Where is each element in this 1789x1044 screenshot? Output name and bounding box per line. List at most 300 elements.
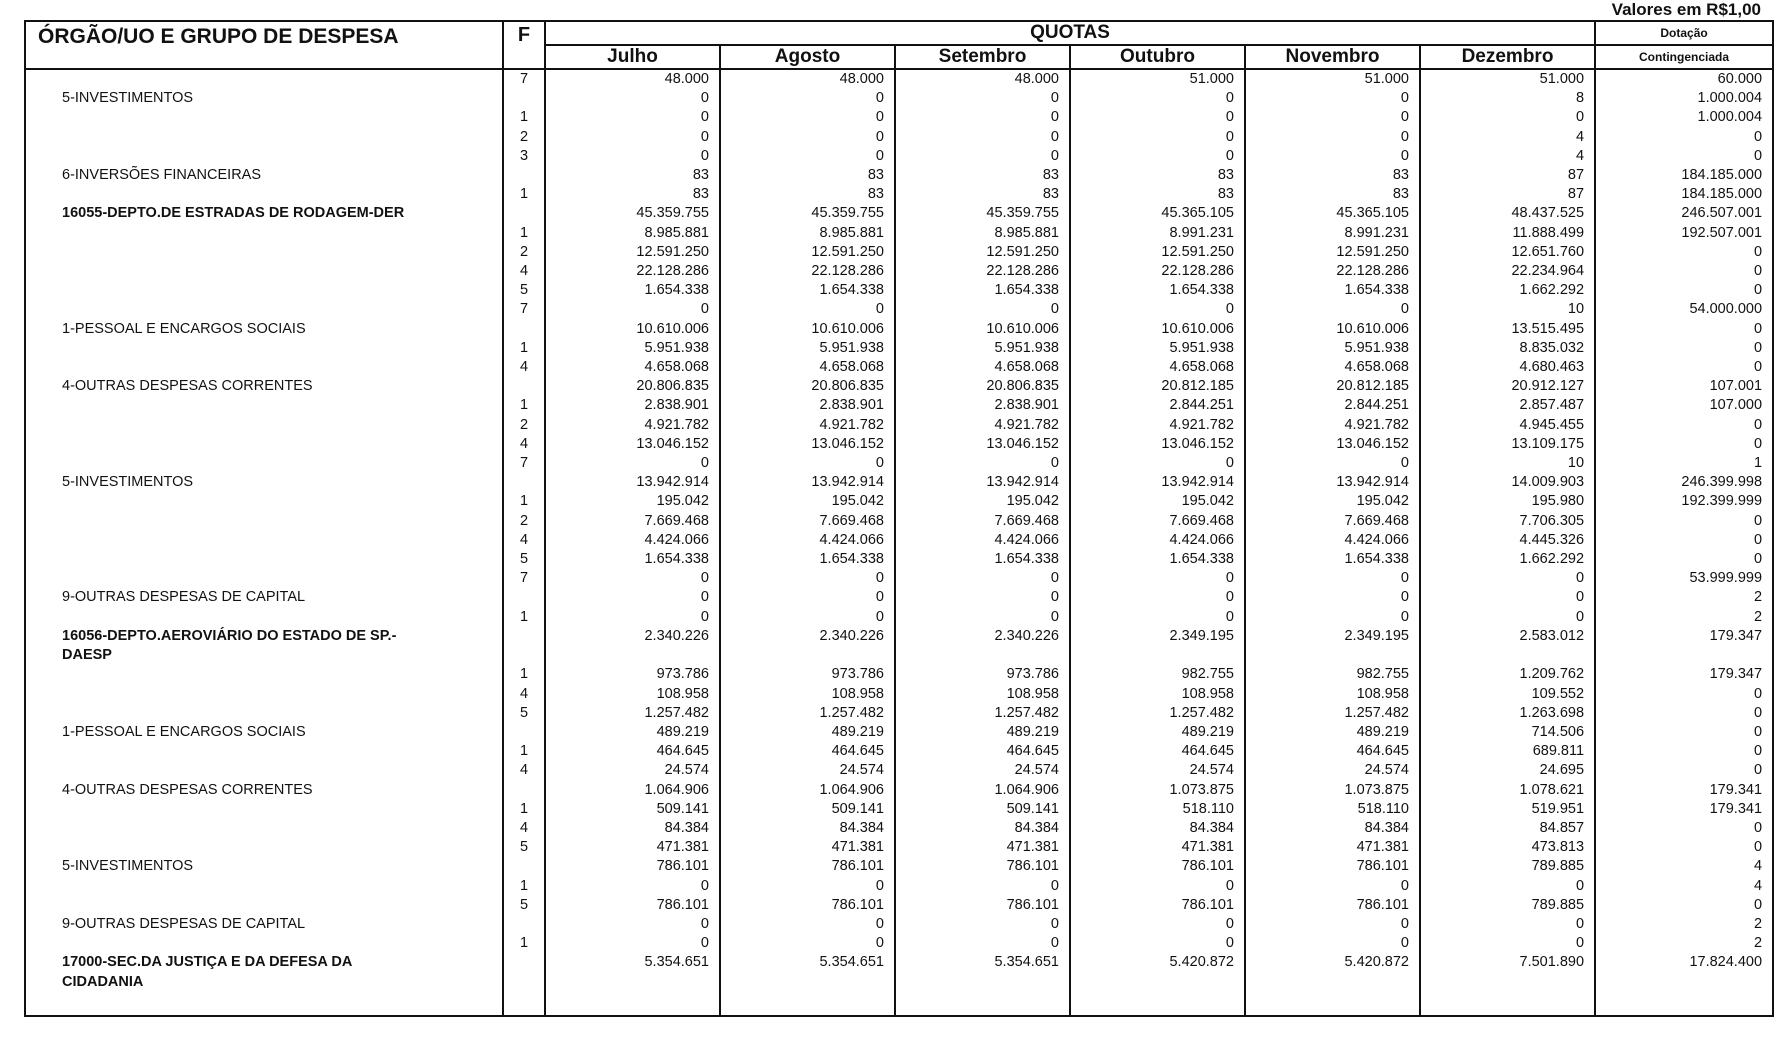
quota-cell: 4	[1420, 128, 1595, 147]
quota-cell: 22.128.286	[1245, 262, 1420, 281]
table-row	[25, 224, 1773, 243]
quota-cell: 786.101	[895, 857, 1070, 876]
quota-cell: 12.651.760	[1420, 243, 1595, 262]
quota-cell: 108.958	[895, 685, 1070, 704]
row-f-code: 1	[503, 877, 545, 896]
quota-cell: 4.921.782	[545, 416, 720, 435]
row-description	[25, 512, 503, 531]
quota-cell: 195.042	[1245, 492, 1420, 511]
quota-cell: 489.219	[1245, 723, 1420, 742]
quota-cell: 0	[895, 147, 1070, 166]
row-description	[25, 934, 503, 953]
quota-cell: 10.610.006	[545, 320, 720, 339]
table-row	[25, 243, 1773, 262]
quota-cell: 4.424.066	[545, 531, 720, 550]
quota-cell: 0	[545, 608, 720, 627]
quota-cell: 20.806.835	[545, 377, 720, 396]
quota-cell: 8.985.881	[545, 224, 720, 243]
quota-cell: 10	[1420, 454, 1595, 473]
quota-cell: 4.921.782	[1245, 416, 1420, 435]
quota-cell: 13.046.152	[1245, 435, 1420, 454]
quota-cell: 2.349.195	[1070, 627, 1245, 646]
table-row	[25, 204, 1773, 223]
dotacao-cell: 192.507.001	[1595, 224, 1773, 243]
budget-table	[24, 20, 1774, 1017]
table-title: ÓRGÃO/UO E GRUPO DE DESPESA	[25, 21, 503, 69]
quota-cell: 0	[895, 454, 1070, 473]
dotacao-cell: 0	[1595, 819, 1773, 838]
quota-cell: 0	[545, 300, 720, 319]
dotacao-cell: 53.999.999	[1595, 569, 1773, 588]
quota-cell: 464.645	[720, 742, 895, 761]
row-f-code: 4	[503, 435, 545, 454]
table-row	[25, 915, 1773, 934]
row-f-code: 2	[503, 243, 545, 262]
quota-cell: 0	[1420, 108, 1595, 127]
quota-cell: 1.263.698	[1420, 704, 1595, 723]
quota-cell: 195.042	[1070, 492, 1245, 511]
quota-cell	[1070, 973, 1245, 1016]
row-description: 1-PESSOAL E ENCARGOS SOCIAIS	[25, 723, 503, 742]
dotacao-cell: 2	[1595, 934, 1773, 953]
quota-cell	[545, 973, 720, 1016]
quota-cell: 4.658.068	[1070, 358, 1245, 377]
row-description: 16055-DEPTO.DE ESTRADAS DE RODAGEM-DER	[25, 204, 503, 223]
quota-cell: 0	[895, 89, 1070, 108]
dotacao-cell: 1.000.004	[1595, 89, 1773, 108]
quota-cell: 0	[720, 588, 895, 607]
table-row	[25, 723, 1773, 742]
table-row	[25, 588, 1773, 607]
row-description	[25, 665, 503, 684]
quota-cell	[545, 646, 720, 665]
table-row	[25, 742, 1773, 761]
row-description	[25, 742, 503, 761]
quota-cell: 4.921.782	[720, 416, 895, 435]
quota-cell: 471.381	[895, 838, 1070, 857]
table-row	[25, 877, 1773, 896]
quota-cell: 1.654.338	[1245, 550, 1420, 569]
quota-cell: 0	[1070, 89, 1245, 108]
table-row	[25, 781, 1773, 800]
quota-cell: 7.669.468	[1245, 512, 1420, 531]
quota-cell: 0	[895, 608, 1070, 627]
dotacao-cell: 0	[1595, 512, 1773, 531]
row-f-code	[503, 915, 545, 934]
dotacao-cell: 0	[1595, 147, 1773, 166]
row-f-code: 2	[503, 416, 545, 435]
quota-cell: 1.257.482	[1070, 704, 1245, 723]
dotacao-cell: 192.399.999	[1595, 492, 1773, 511]
quota-cell: 0	[1070, 147, 1245, 166]
quota-cell: 0	[1070, 128, 1245, 147]
quota-cell: 8.985.881	[895, 224, 1070, 243]
unit-label: Valores em R$1,00	[1611, 0, 1761, 19]
dotacao-cell: 60.000	[1595, 69, 1773, 89]
row-f-code	[503, 973, 545, 1016]
dotacao-cell	[1595, 973, 1773, 1016]
row-f-code	[503, 89, 545, 108]
quota-cell: 1.064.906	[895, 781, 1070, 800]
quota-cell: 1.257.482	[720, 704, 895, 723]
quota-cell: 84.384	[1245, 819, 1420, 838]
quota-cell: 5.420.872	[1245, 953, 1420, 972]
row-f-code: 5	[503, 550, 545, 569]
quota-cell: 0	[1245, 569, 1420, 588]
quota-cell: 1.654.338	[545, 281, 720, 300]
dotacao-cell: 246.399.998	[1595, 473, 1773, 492]
quota-cell: 789.885	[1420, 857, 1595, 876]
quota-cell: 13.942.914	[895, 473, 1070, 492]
row-f-code: 7	[503, 569, 545, 588]
table-row	[25, 339, 1773, 358]
quota-cell: 471.381	[545, 838, 720, 857]
quota-cell: 10.610.006	[1070, 320, 1245, 339]
quota-cell: 10	[1420, 300, 1595, 319]
row-f-code: 5	[503, 838, 545, 857]
row-f-code	[503, 723, 545, 742]
table-row	[25, 492, 1773, 511]
row-f-code	[503, 204, 545, 223]
quota-cell: 8	[1420, 89, 1595, 108]
row-f-code: 4	[503, 685, 545, 704]
row-description	[25, 262, 503, 281]
row-description	[25, 896, 503, 915]
table-row	[25, 800, 1773, 819]
quota-cell: 1.654.338	[720, 550, 895, 569]
table-row	[25, 704, 1773, 723]
quota-cell: 13.942.914	[545, 473, 720, 492]
row-f-code: 4	[503, 262, 545, 281]
quota-cell: 4	[1420, 147, 1595, 166]
row-f-code: 4	[503, 761, 545, 780]
quota-cell: 786.101	[545, 896, 720, 915]
dotacao-cell: 179.347	[1595, 627, 1773, 646]
quota-cell: 13.942.914	[1245, 473, 1420, 492]
quota-cell: 7.669.468	[545, 512, 720, 531]
quota-cell: 24.695	[1420, 761, 1595, 780]
table-row	[25, 108, 1773, 127]
quota-cell: 83	[1245, 166, 1420, 185]
quota-cell: 714.506	[1420, 723, 1595, 742]
quota-cell: 0	[1070, 588, 1245, 607]
quota-cell: 2.857.487	[1420, 396, 1595, 415]
quota-cell: 0	[1245, 454, 1420, 473]
row-description	[25, 492, 503, 511]
table-row	[25, 531, 1773, 550]
quota-cell: 83	[545, 185, 720, 204]
dotacao-header: Dotação	[1595, 21, 1773, 45]
quota-cell: 1.257.482	[545, 704, 720, 723]
table-body	[25, 69, 1773, 1016]
quota-cell: 0	[1420, 588, 1595, 607]
quota-cell: 5.951.938	[1070, 339, 1245, 358]
quota-cell: 51.000	[1245, 69, 1420, 89]
quota-cell: 83	[895, 185, 1070, 204]
dotacao-cell: 0	[1595, 262, 1773, 281]
row-f-code	[503, 588, 545, 607]
quota-cell: 0	[545, 89, 720, 108]
quota-cell: 509.141	[545, 800, 720, 819]
table-row	[25, 896, 1773, 915]
quota-cell: 22.128.286	[545, 262, 720, 281]
dotacao-cell: 54.000.000	[1595, 300, 1773, 319]
row-f-code	[503, 781, 545, 800]
quota-cell: 0	[720, 608, 895, 627]
table-row	[25, 128, 1773, 147]
row-description	[25, 435, 503, 454]
quota-cell: 509.141	[720, 800, 895, 819]
row-description: 1-PESSOAL E ENCARGOS SOCIAIS	[25, 320, 503, 339]
quota-cell: 1.073.875	[1245, 781, 1420, 800]
month-header-outubro: Outubro	[1070, 45, 1245, 69]
quota-cell: 20.806.835	[720, 377, 895, 396]
quota-cell: 5.951.938	[1245, 339, 1420, 358]
quota-cell: 48.000	[545, 69, 720, 89]
row-description: 5-INVESTIMENTOS	[25, 89, 503, 108]
dotacao-cell: 0	[1595, 339, 1773, 358]
row-f-code: 5	[503, 281, 545, 300]
row-f-code	[503, 377, 545, 396]
dotacao-cell: 0	[1595, 243, 1773, 262]
month-header-julho: Julho	[545, 45, 720, 69]
quota-cell: 0	[720, 108, 895, 127]
quota-cell: 464.645	[895, 742, 1070, 761]
row-description	[25, 454, 503, 473]
quota-cell: 0	[545, 915, 720, 934]
quota-cell: 87	[1420, 166, 1595, 185]
quota-cell: 4.424.066	[895, 531, 1070, 550]
quota-cell: 982.755	[1070, 665, 1245, 684]
quota-cell: 0	[1070, 915, 1245, 934]
quota-cell: 83	[1245, 185, 1420, 204]
dotacao-cell: 107.000	[1595, 396, 1773, 415]
dotacao-cell: 4	[1595, 877, 1773, 896]
table-row	[25, 473, 1773, 492]
table-row	[25, 416, 1773, 435]
quota-cell: 0	[1245, 128, 1420, 147]
quota-cell	[1420, 973, 1595, 1016]
quota-cell: 0	[895, 569, 1070, 588]
row-description: 16056-DEPTO.AEROVIÁRIO DO ESTADO DE SP.-	[25, 627, 503, 646]
quota-cell: 1.662.292	[1420, 281, 1595, 300]
row-description	[25, 108, 503, 127]
quota-cell: 48.437.525	[1420, 204, 1595, 223]
quota-cell	[1070, 646, 1245, 665]
quota-cell: 45.365.105	[1070, 204, 1245, 223]
quota-cell: 982.755	[1245, 665, 1420, 684]
table-row	[25, 358, 1773, 377]
quota-cell: 22.128.286	[720, 262, 895, 281]
dotacao-cell: 2	[1595, 915, 1773, 934]
quota-cell	[1420, 646, 1595, 665]
quota-cell: 464.645	[1245, 742, 1420, 761]
quota-cell: 83	[720, 185, 895, 204]
quota-cell: 109.552	[1420, 685, 1595, 704]
quota-cell: 0	[1245, 934, 1420, 953]
dotacao-cell: 0	[1595, 281, 1773, 300]
dotacao-cell: 0	[1595, 416, 1773, 435]
row-f-code: 1	[503, 396, 545, 415]
dotacao-cell: 0	[1595, 358, 1773, 377]
row-description	[25, 800, 503, 819]
quota-cell: 471.381	[720, 838, 895, 857]
quota-cell: 1.654.338	[1070, 550, 1245, 569]
quota-cell: 2.838.901	[545, 396, 720, 415]
quota-cell: 1.662.292	[1420, 550, 1595, 569]
quota-cell: 195.980	[1420, 492, 1595, 511]
row-f-code: 2	[503, 512, 545, 531]
quota-cell: 1.654.338	[720, 281, 895, 300]
dotacao-cell: 0	[1595, 761, 1773, 780]
quota-cell: 45.365.105	[1245, 204, 1420, 223]
quota-cell: 87	[1420, 185, 1595, 204]
quota-cell: 108.958	[1245, 685, 1420, 704]
quota-cell: 4.921.782	[1070, 416, 1245, 435]
dotacao-cell: 0	[1595, 550, 1773, 569]
row-f-code: 4	[503, 358, 545, 377]
quota-cell: 786.101	[545, 857, 720, 876]
quota-cell: 8.985.881	[720, 224, 895, 243]
table-row	[25, 281, 1773, 300]
dotacao-cell: 179.341	[1595, 781, 1773, 800]
quota-cell: 4.445.326	[1420, 531, 1595, 550]
dotacao-cell: 1	[1595, 454, 1773, 473]
row-f-code	[503, 473, 545, 492]
row-f-code: 7	[503, 69, 545, 89]
dotacao-cell: 107.001	[1595, 377, 1773, 396]
quota-cell: 51.000	[1070, 69, 1245, 89]
dotacao-cell: 184.185.000	[1595, 185, 1773, 204]
quota-cell: 473.813	[1420, 838, 1595, 857]
quota-cell: 689.811	[1420, 742, 1595, 761]
quota-cell: 5.420.872	[1070, 953, 1245, 972]
quota-cell: 11.888.499	[1420, 224, 1595, 243]
quota-cell: 0	[895, 300, 1070, 319]
quota-cell: 2.583.012	[1420, 627, 1595, 646]
quota-cell	[895, 973, 1070, 1016]
quota-cell: 83	[545, 166, 720, 185]
quota-cell: 195.042	[720, 492, 895, 511]
quota-cell: 4.945.455	[1420, 416, 1595, 435]
dotacao-cell: 0	[1595, 704, 1773, 723]
quota-cell: 0	[895, 877, 1070, 896]
quota-cell: 0	[1420, 915, 1595, 934]
table-row	[25, 550, 1773, 569]
table-row	[25, 89, 1773, 108]
row-description	[25, 877, 503, 896]
table-row	[25, 857, 1773, 876]
quota-cell: 4.658.068	[1245, 358, 1420, 377]
quota-cell: 0	[1070, 608, 1245, 627]
dotacao-cell: 184.185.000	[1595, 166, 1773, 185]
table-row	[25, 569, 1773, 588]
quota-cell: 5.951.938	[545, 339, 720, 358]
quota-cell: 7.669.468	[720, 512, 895, 531]
dotacao-cell: 179.347	[1595, 665, 1773, 684]
quota-cell: 0	[1245, 89, 1420, 108]
row-f-code	[503, 646, 545, 665]
quota-cell: 0	[1245, 300, 1420, 319]
row-description: 17000-SEC.DA JUSTIÇA E DA DEFESA DA	[25, 953, 503, 972]
quota-cell: 0	[1245, 147, 1420, 166]
quota-cell: 83	[895, 166, 1070, 185]
table-row	[25, 69, 1773, 89]
quota-cell: 51.000	[1420, 69, 1595, 89]
row-f-code: 1	[503, 665, 545, 684]
quota-cell: 1.257.482	[1245, 704, 1420, 723]
quota-cell: 0	[545, 454, 720, 473]
quota-cell: 489.219	[895, 723, 1070, 742]
contingenciada-header: Contingenciada	[1595, 45, 1773, 69]
quota-cell: 0	[895, 588, 1070, 607]
quota-cell: 1.078.621	[1420, 781, 1595, 800]
dotacao-cell: 0	[1595, 531, 1773, 550]
quota-cell: 0	[720, 300, 895, 319]
quota-cell: 24.574	[720, 761, 895, 780]
row-f-code: 1	[503, 608, 545, 627]
row-description	[25, 838, 503, 857]
quota-cell: 48.000	[720, 69, 895, 89]
table-row	[25, 973, 1773, 1016]
row-f-code: 4	[503, 819, 545, 838]
quota-cell: 13.046.152	[895, 435, 1070, 454]
row-description	[25, 281, 503, 300]
quota-cell: 22.128.286	[1070, 262, 1245, 281]
quota-cell: 20.812.185	[1245, 377, 1420, 396]
row-description	[25, 147, 503, 166]
table-row	[25, 646, 1773, 665]
month-header-agosto: Agosto	[720, 45, 895, 69]
row-description	[25, 608, 503, 627]
row-description: 5-INVESTIMENTOS	[25, 857, 503, 876]
row-description: 5-INVESTIMENTOS	[25, 473, 503, 492]
row-description: DAESP	[25, 646, 503, 665]
quota-cell: 518.110	[1245, 800, 1420, 819]
quota-cell: 24.574	[1245, 761, 1420, 780]
row-f-code: 1	[503, 492, 545, 511]
row-description	[25, 396, 503, 415]
quota-cell: 0	[720, 89, 895, 108]
quota-cell: 12.591.250	[1070, 243, 1245, 262]
quota-cell: 1.064.906	[545, 781, 720, 800]
quota-cell: 8.991.231	[1245, 224, 1420, 243]
quota-cell: 2.349.195	[1245, 627, 1420, 646]
row-description: 4-OUTRAS DESPESAS CORRENTES	[25, 377, 503, 396]
quotas-header: QUOTAS	[545, 21, 1595, 45]
quota-cell: 0	[1070, 300, 1245, 319]
quota-cell: 13.109.175	[1420, 435, 1595, 454]
row-description	[25, 128, 503, 147]
dotacao-cell: 4	[1595, 857, 1773, 876]
quota-cell: 20.912.127	[1420, 377, 1595, 396]
quota-cell: 48.000	[895, 69, 1070, 89]
table-row	[25, 300, 1773, 319]
row-description	[25, 243, 503, 262]
table-row	[25, 819, 1773, 838]
row-description	[25, 761, 503, 780]
row-description	[25, 685, 503, 704]
table-row	[25, 396, 1773, 415]
quota-cell	[1245, 646, 1420, 665]
row-f-code: 5	[503, 704, 545, 723]
quota-cell	[1245, 973, 1420, 1016]
quota-cell: 519.951	[1420, 800, 1595, 819]
quota-cell: 4.658.068	[895, 358, 1070, 377]
row-f-code: 2	[503, 128, 545, 147]
quota-cell: 83	[1070, 185, 1245, 204]
quota-cell: 2.838.901	[895, 396, 1070, 415]
